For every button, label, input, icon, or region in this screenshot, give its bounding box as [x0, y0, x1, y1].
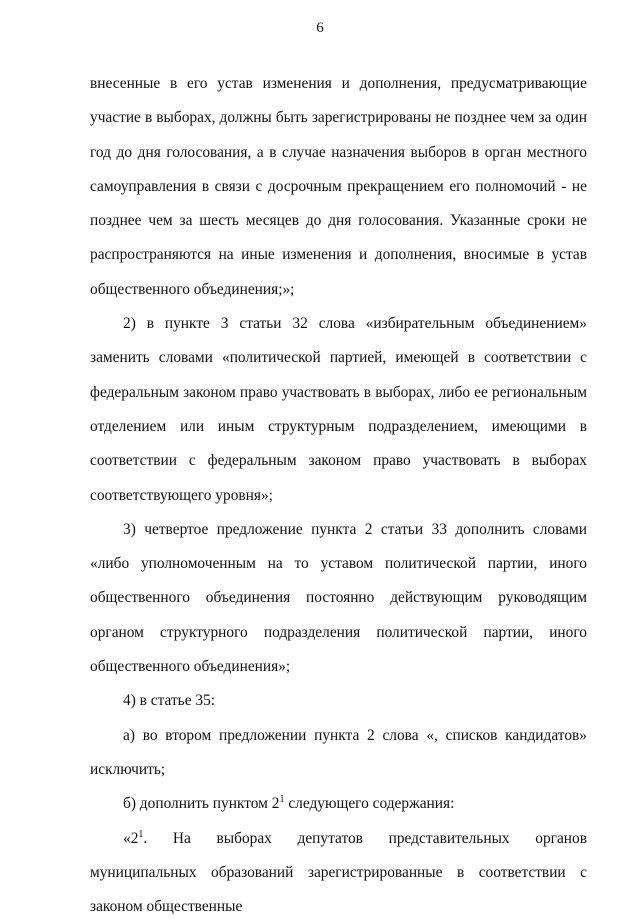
superscript-index: 1	[138, 828, 144, 840]
paragraph-item-4: 4) в статье 35:	[123, 692, 216, 710]
paragraph-item-4b-tail: следующего содержания:	[284, 795, 455, 813]
paragraph-item-2: 2) в пункте 3 статьи 32 слова «избирательным объединением» заменить словами «политической партией, имеющей в соответствии с федеральным законом право участвовать в выборах, либо ее региональным отделением или иным структурным подразделением, имеющими в соответствии с федеральным законом право участвовать в выборах соответствующего уровня»;	[90, 315, 587, 504]
superscript-index: 1	[279, 794, 285, 806]
document-body	[90, 67, 587, 924]
paragraph-item-4b-text: б) дополнить пунктом 2	[123, 795, 280, 813]
clause-text: . На выборах депутатов представительных органов муниципальных образований зарегистрированные в соответствии с законом общественные	[90, 829, 587, 916]
clause-number: «2	[123, 829, 139, 847]
page-number: 6	[316, 20, 324, 36]
paragraph-clause-2-1	[90, 822, 587, 924]
paragraph-continuation: внесенные в его устав изменения и дополнения, предусматривающие участие в выборах, должны быть зарегистрированы не позднее чем за один год до дня голосования, а в случае назначения выборов в орган местного самоуправления в связи с досрочным прекращением его полномочий - не позднее чем за шесть месяцев до дня голосования. Указанные сроки не распространяются на иные изменения и дополнения, вносимые в устав общественного объединения;»;	[90, 75, 587, 298]
paragraph-item-3: 3) четвертое предложение пункта 2 статьи 33 дополнить словами «либо уполномоченным на то уставом политической партии, иного общественного объединения постоянно действующим руководящим органом структурного подразделения политической партии, иного общественного объединения»;	[90, 520, 587, 676]
paragraph-item-4a: а) во втором предложении пункта 2 слова «, списков кандидатов» исключить;	[90, 726, 587, 778]
paragraph-item-4b	[90, 787, 587, 821]
